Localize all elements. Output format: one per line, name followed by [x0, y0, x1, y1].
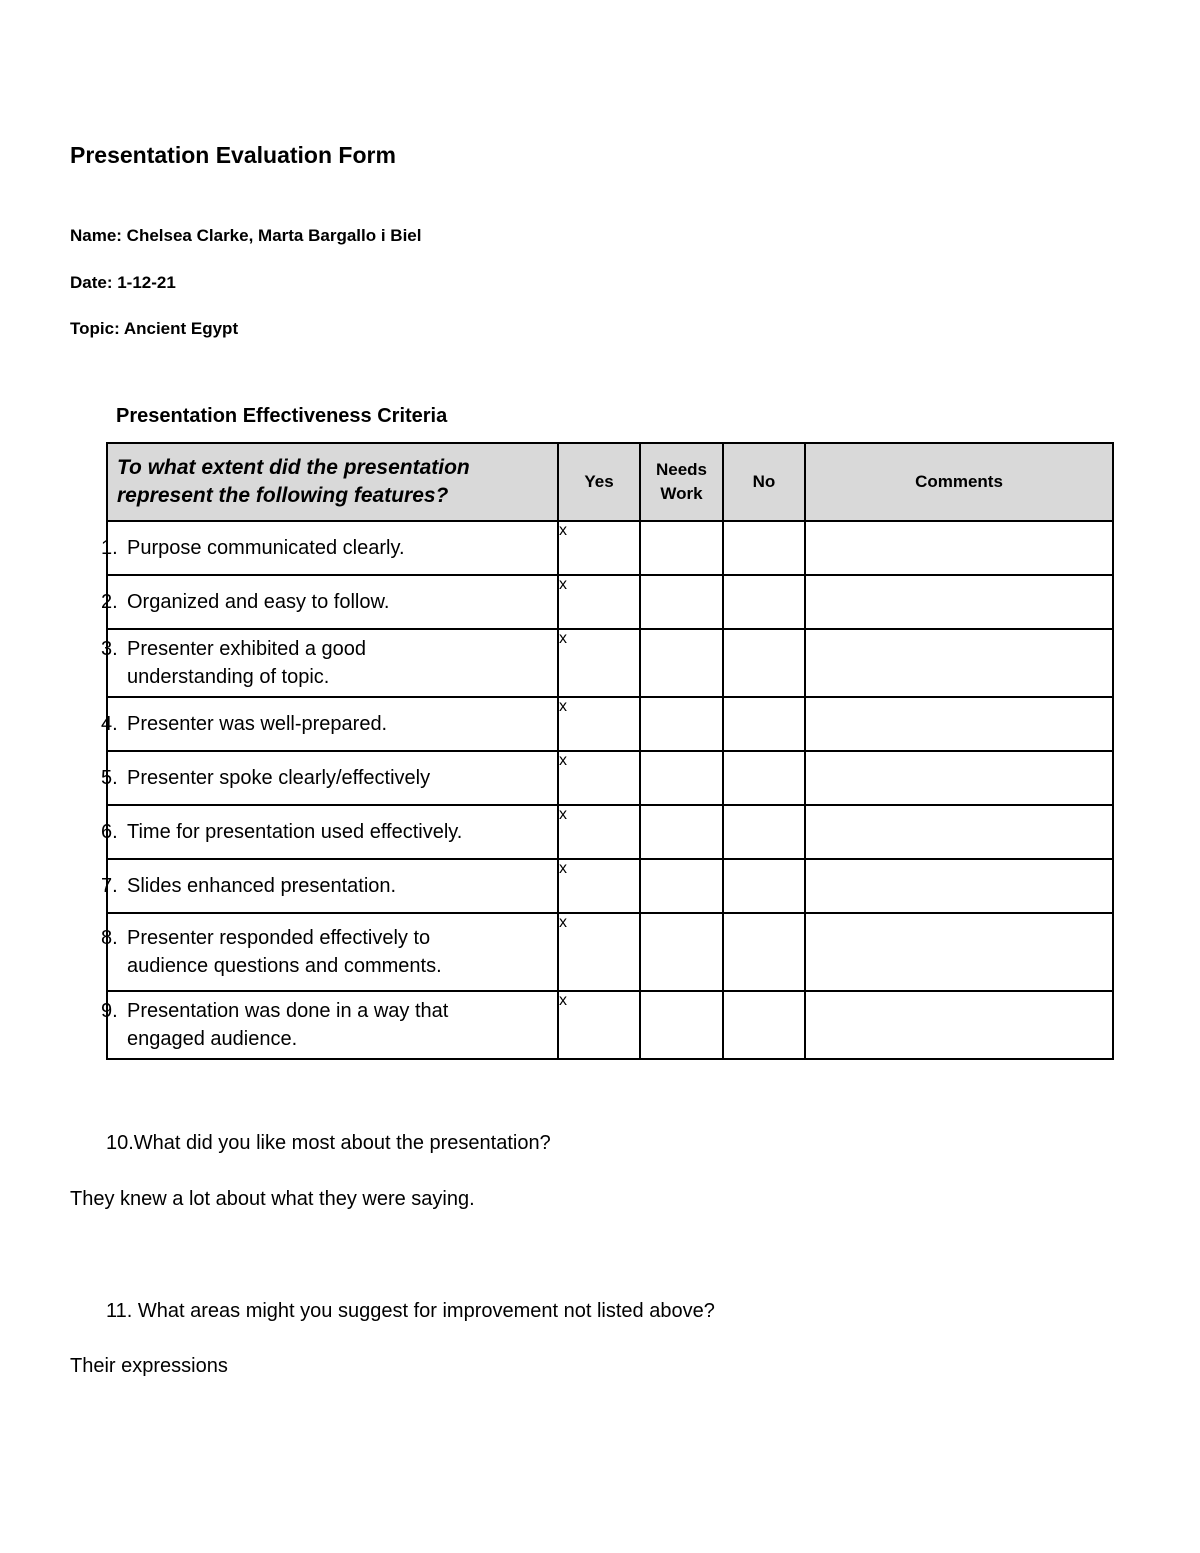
criterion-cell	[101, 991, 558, 1059]
criterion-cell	[101, 859, 558, 913]
needs-work-cell[interactable]	[640, 913, 723, 991]
criterion-number: 8.	[101, 927, 118, 949]
criterion-text: Presenter exhibited a good	[127, 638, 367, 660]
criterion-cell	[101, 575, 558, 629]
header-question	[107, 443, 558, 521]
needs-work-cell[interactable]	[640, 805, 723, 859]
no-cell[interactable]	[723, 913, 805, 991]
topic-line: Topic: Ancient Egypt	[70, 319, 239, 338]
criterion-text: Time for presentation used effectively.	[127, 821, 463, 843]
yes-cell[interactable]: x	[558, 913, 640, 991]
yes-cell[interactable]: x	[558, 629, 640, 697]
needs-work-cell[interactable]	[640, 751, 723, 805]
header-needs-work	[640, 443, 723, 521]
yes-cell[interactable]: x	[558, 521, 640, 575]
criterion-number: 7.	[101, 875, 118, 897]
table-row	[107, 805, 1113, 859]
header-question-line1: To what extent did the presentation	[117, 456, 470, 479]
criterion-number: 4.	[101, 713, 118, 735]
no-cell[interactable]	[723, 629, 805, 697]
criterion-text-line2: audience questions and comments.	[127, 955, 442, 977]
criterion-cell	[101, 913, 558, 991]
name-line: Name: Chelsea Clarke, Marta Bargallo i Biel	[70, 226, 422, 245]
header-yes: Yes	[558, 443, 640, 521]
comments-cell[interactable]	[805, 575, 1113, 629]
no-cell[interactable]	[723, 697, 805, 751]
no-cell[interactable]	[723, 751, 805, 805]
yes-cell[interactable]: x	[558, 859, 640, 913]
criterion-text: Presentation was done in a way that	[127, 1000, 449, 1022]
header-comments: Comments	[805, 443, 1113, 521]
date-line: Date: 1-12-21	[70, 273, 176, 292]
criterion-number: 2.	[101, 591, 118, 613]
no-cell[interactable]	[723, 805, 805, 859]
criterion-text-line2: understanding of topic.	[127, 666, 330, 688]
no-cell[interactable]	[723, 991, 805, 1059]
criterion-cell	[101, 751, 558, 805]
no-cell[interactable]	[723, 521, 805, 575]
needs-work-cell[interactable]	[640, 521, 723, 575]
needs-work-cell[interactable]	[640, 629, 723, 697]
criterion-cell	[101, 629, 558, 697]
criteria-table	[101, 442, 1114, 1060]
criterion-text: Presenter spoke clearly/effectively	[127, 767, 431, 789]
question-10: 10.What did you like most about the presentation?	[106, 1132, 551, 1154]
answer-11[interactable]: Their expressions	[70, 1355, 228, 1377]
table-row	[107, 913, 1113, 991]
needs-work-cell[interactable]	[640, 859, 723, 913]
comments-cell[interactable]	[805, 751, 1113, 805]
comments-cell[interactable]	[805, 805, 1113, 859]
criterion-number: 6.	[101, 821, 118, 843]
criteria-heading: Presentation Effectiveness Criteria	[116, 405, 448, 427]
no-cell[interactable]	[723, 575, 805, 629]
answer-10[interactable]: They knew a lot about what they were saying.	[70, 1188, 475, 1210]
header-question-line2: represent the following features?	[117, 484, 449, 507]
criterion-text: Presenter was well-prepared.	[127, 713, 388, 735]
needs-work-cell[interactable]	[640, 575, 723, 629]
criterion-number: 5.	[101, 767, 118, 789]
question-11: 11. What areas might you suggest for improvement not listed above?	[106, 1300, 715, 1322]
needs-work-cell[interactable]	[640, 697, 723, 751]
table-row	[107, 575, 1113, 629]
criterion-cell	[101, 697, 558, 751]
table-row	[107, 859, 1113, 913]
page-title: Presentation Evaluation Form	[70, 142, 396, 168]
comments-cell[interactable]	[805, 859, 1113, 913]
criterion-text-line2: engaged audience.	[127, 1028, 298, 1050]
yes-cell[interactable]: x	[558, 805, 640, 859]
comments-cell[interactable]	[805, 697, 1113, 751]
comments-cell[interactable]	[805, 991, 1113, 1059]
comments-cell[interactable]	[805, 913, 1113, 991]
criterion-cell	[101, 805, 558, 859]
header-needs-line2: Work	[660, 484, 703, 503]
header-needs-line1: Needs	[655, 460, 708, 479]
yes-cell[interactable]: x	[558, 991, 640, 1059]
table-header-row	[107, 443, 1113, 521]
table-row	[107, 697, 1113, 751]
table-row	[107, 629, 1113, 697]
header-no: No	[723, 443, 805, 521]
table-row	[107, 991, 1113, 1059]
yes-cell[interactable]: x	[558, 575, 640, 629]
comments-cell[interactable]	[805, 521, 1113, 575]
needs-work-cell[interactable]	[640, 991, 723, 1059]
yes-cell[interactable]: x	[558, 697, 640, 751]
criterion-text: Purpose communicated clearly.	[127, 537, 405, 559]
no-cell[interactable]	[723, 859, 805, 913]
criterion-number: 1.	[101, 537, 118, 559]
table-row	[107, 751, 1113, 805]
criterion-number: 9.	[101, 1000, 118, 1022]
criterion-number: 3.	[101, 638, 118, 660]
table-row	[107, 521, 1113, 575]
criterion-text: Presenter responded effectively to	[127, 927, 431, 949]
yes-cell[interactable]: x	[558, 751, 640, 805]
comments-cell[interactable]	[805, 629, 1113, 697]
criterion-text: Slides enhanced presentation.	[127, 875, 397, 897]
criterion-text: Organized and easy to follow.	[127, 591, 390, 613]
criterion-cell	[101, 521, 558, 575]
